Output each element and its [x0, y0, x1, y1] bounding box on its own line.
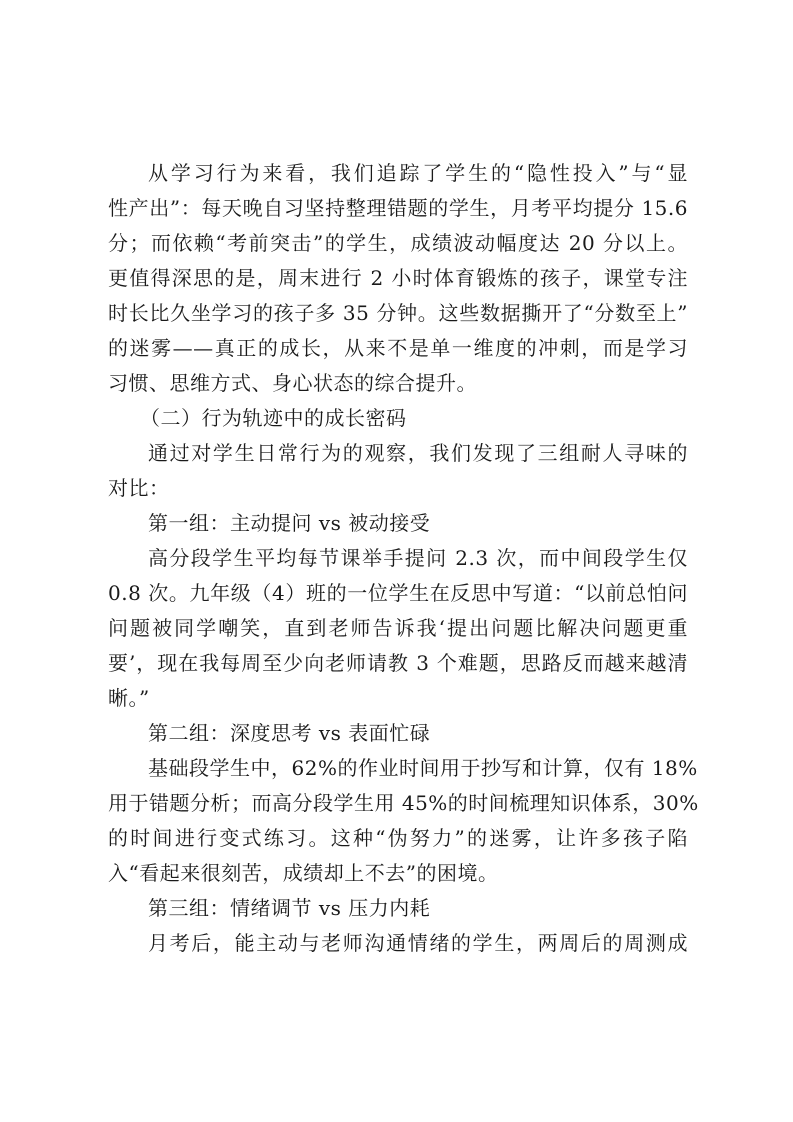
paragraph-line: 性产出”：每天晚自习坚持整理错题的学生，月考平均提分 15.6 — [108, 196, 688, 220]
paragraph-line: 更值得深思的是，周末进行 2 小时体育锻炼的孩子，课堂专注 — [108, 266, 688, 290]
paragraph-line: 入“看起来很刻苦，成绩却上不去”的困境。 — [108, 861, 499, 885]
paragraph-line: 的迷雾——真正的成长，从来不是单一维度的冲刺，而是学习 — [108, 336, 688, 360]
paragraph-line: 晰。” — [108, 686, 150, 710]
paragraph-line: 的时间进行变式练习。这种“伪努力”的迷雾，让许多孩子陷 — [108, 826, 688, 850]
subsection-heading: 第一组：主动提问 vs 被动接受 — [148, 511, 431, 535]
paragraph-line: 习惯、思维方式、身心状态的综合提升。 — [108, 371, 477, 395]
paragraph-line: 对比： — [108, 476, 170, 500]
paragraph-line: 用于错题分析；而高分段学生用 45%的时间梳理知识体系，30% — [108, 791, 699, 815]
subsection-heading: 第二组：深度思考 vs 表面忙碌 — [148, 721, 431, 745]
paragraph-line: 时长比久坐学习的孩子多 35 分钟。这些数据撕开了“分数至上” — [108, 301, 688, 325]
paragraph-line: 基础段学生中，62%的作业时间用于抄写和计算，仅有 18% — [148, 756, 698, 780]
paragraph-line: 月考后，能主动与老师沟通情绪的学生，两周后的周测成 — [148, 931, 688, 955]
paragraph-line: 分；而依赖“考前突击”的学生，成绩波动幅度达 20 分以上。 — [108, 231, 688, 255]
subsection-heading: 第三组：情绪调节 vs 压力内耗 — [148, 896, 431, 920]
paragraph-line: 通过对学生日常行为的观察，我们发现了三组耐人寻味的 — [148, 441, 688, 465]
paragraph-line: 问题被同学嘲笑，直到老师告诉我‘提出问题比解决问题更重 — [108, 616, 688, 640]
paragraph-line: 高分段学生平均每节课举手提问 2.3 次，而中间段学生仅 — [148, 546, 688, 570]
paragraph-line: 从学习行为来看，我们追踪了学生的“隐性投入”与“显 — [148, 161, 688, 185]
paragraph-line: 要’，现在我每周至少向老师请教 3 个难题，思路反而越来越清 — [108, 651, 688, 675]
paragraph-line: 0.8 次。九年级（4）班的一位学生在反思中写道：“以前总怕问 — [108, 581, 688, 605]
section-heading: （二）行为轨迹中的成长密码 — [140, 406, 407, 430]
